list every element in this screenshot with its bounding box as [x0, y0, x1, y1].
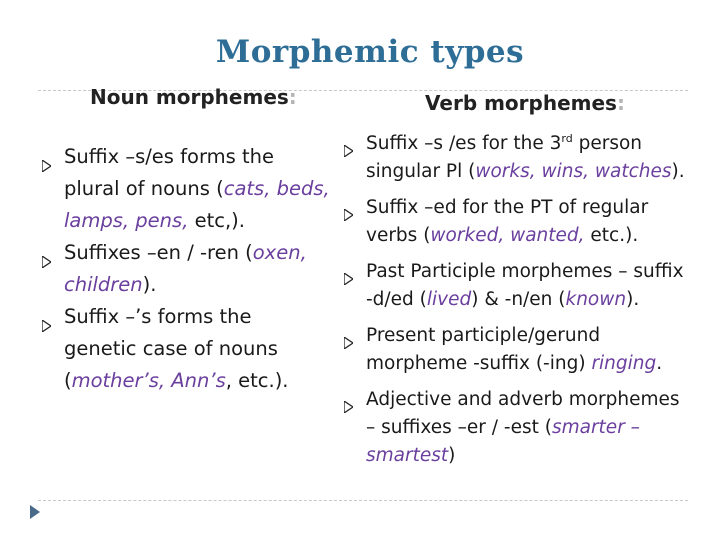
- list-item: [342, 322, 688, 378]
- triangle-right-icon: [42, 310, 51, 342]
- item-text: Suffix –s/es forms the plural of nouns (: [64, 145, 274, 200]
- item-text: Past Participle morphemes – suffix -d/ed (: [366, 261, 684, 310]
- item-text: etc.).: [584, 225, 639, 246]
- noun-heading-colon: :: [288, 85, 297, 109]
- triangle-right-icon: [42, 150, 51, 182]
- item-text: Suffixes –en / -ren (: [64, 241, 253, 264]
- item-text: ).: [671, 161, 685, 182]
- list-item: [342, 386, 688, 470]
- item-text: rd: [561, 132, 573, 145]
- noun-heading: [90, 85, 297, 109]
- example-text: lived: [426, 289, 472, 310]
- example-text: smarter – smartest: [366, 417, 640, 466]
- list-item: [40, 237, 330, 301]
- verb-morpheme-list: [342, 130, 688, 478]
- example-text: mother’s, Ann’s: [71, 369, 226, 392]
- item-text: Suffix –s /es for the 3: [366, 133, 562, 154]
- item-text: ).: [142, 273, 157, 296]
- triangle-right-icon: [344, 330, 353, 358]
- verb-heading-text: Verb morphemes: [425, 91, 617, 115]
- example-text: worked, wanted,: [430, 225, 585, 246]
- list-item: [342, 258, 688, 314]
- item-text: , etc.).: [225, 369, 289, 392]
- example-text: works, wins, watches: [475, 161, 672, 182]
- example-text: oxen, children: [64, 241, 307, 296]
- noun-heading-text: Noun morphemes: [90, 85, 289, 109]
- example-text: cats, beds, lamps, pens,: [64, 177, 330, 232]
- item-text: ).: [626, 289, 640, 310]
- next-slide-icon[interactable]: [30, 504, 40, 523]
- list-item: [40, 301, 330, 397]
- item-text: ) & -n/en (: [471, 289, 566, 310]
- example-text: known: [565, 289, 627, 310]
- bottom-divider: [38, 500, 688, 501]
- item-text: Suffix –’s forms the genetic case of nouns (: [64, 305, 278, 392]
- triangle-right-icon: [344, 202, 353, 230]
- item-text: Suffix –ed for the PT of regular verbs (: [366, 197, 649, 246]
- item-text: etc,).: [188, 209, 245, 232]
- triangle-right-icon: [42, 246, 51, 278]
- item-text: Present participle/gerund morpheme -suffix (-ing): [366, 325, 601, 374]
- list-item: [342, 130, 688, 186]
- item-text: Adjective and adverb morphemes – suffixes –er / -est (: [366, 389, 680, 438]
- noun-morpheme-list: [40, 141, 330, 397]
- example-text: ringing: [591, 353, 657, 374]
- list-item: [342, 194, 688, 250]
- item-text: person singular Pl (: [366, 133, 643, 182]
- triangle-right-icon: [344, 394, 353, 422]
- item-text: .: [656, 353, 663, 374]
- slide-title: Morphemic types: [215, 34, 525, 70]
- list-item: [40, 141, 330, 237]
- item-text: ): [448, 445, 456, 466]
- triangle-right-icon: [344, 138, 353, 166]
- verb-heading: [425, 91, 625, 115]
- verb-heading-colon: :: [616, 91, 625, 115]
- triangle-right-icon: [344, 266, 353, 294]
